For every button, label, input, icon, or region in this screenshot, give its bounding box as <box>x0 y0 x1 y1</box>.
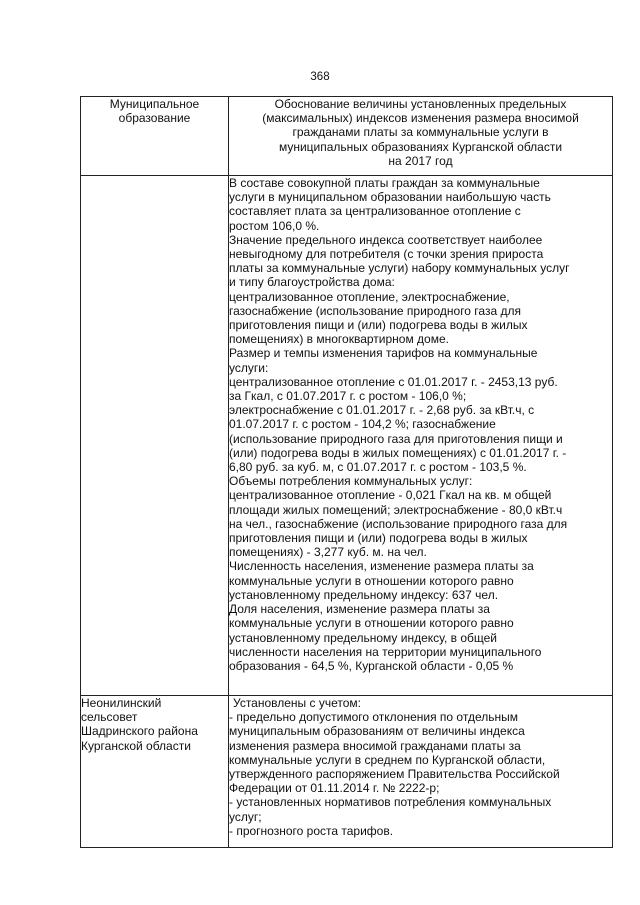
text-line: помещениях) - 3,277 куб. м. на чел. <box>229 545 427 560</box>
text-line: коммунальные услуги в среднем по Курганской области, <box>229 752 546 767</box>
text-line: установленному предельному индексу: 637 чел. <box>229 587 499 602</box>
text-line: на чел., газоснабжение (использование природного газа для <box>229 516 568 531</box>
text-line: Численность населения, изменение размера платы за <box>229 559 534 574</box>
text-line: - установленных нормативов потребления коммунальных <box>229 795 552 810</box>
text-line: В составе совокупной платы граждан за коммунальные <box>229 176 540 190</box>
table-row <box>81 176 613 696</box>
table-header-row <box>81 97 613 176</box>
text-line: Объемы потребления коммунальных услуг: <box>229 474 473 489</box>
text-line: коммунальные услуги в отношении которого равно <box>229 616 514 631</box>
municipality-line: Курганской области <box>81 738 191 753</box>
text-line: муниципальным образованиям от величины индекса <box>229 724 525 739</box>
text-line: услуги в муниципальном образовании наибольшую часть <box>229 190 551 205</box>
header-line: Муниципальное <box>109 97 200 111</box>
text-line: платы за коммунальные услуги) набору коммунальных услуг <box>229 261 570 276</box>
header-line: образование <box>118 111 191 126</box>
text-line: численности населения на территории муниципального <box>229 644 542 659</box>
row-justification-cell <box>229 696 613 848</box>
text-line: площади жилых помещений; электроснабжение - 80,0 кВт.ч <box>229 502 563 517</box>
text-line: изменения размера вносимой гражданами платы за <box>229 738 521 753</box>
text-line: утвержденного распоряжением Правительства Российской <box>229 767 560 782</box>
text-line: (использование природного газа для приготовления пищи и <box>229 431 563 446</box>
text-line: централизованное отопление - 0,021 Гкал на кв. м общей <box>229 488 552 503</box>
row-municipality-cell <box>81 696 229 848</box>
text-line: услуг; <box>229 809 262 824</box>
text-line: Доля населения, изменение размера платы за <box>229 602 490 617</box>
text-line: централизованное отопление с 01.01.2017 г. - 2453,13 руб. <box>229 374 558 389</box>
text-line: образования - 64,5 %, Курганской области - 0,05 % <box>229 658 514 673</box>
text-line: приготовления пищи и (или) подогрева воды в жилых <box>229 531 528 546</box>
text-line: и типу благоустройства дома: <box>229 275 395 290</box>
text-line: установленному предельному индексу, в общей <box>229 630 497 645</box>
header-line: на 2017 год <box>388 153 453 168</box>
text-line: ростом 106,0 %. <box>229 218 320 233</box>
text-line: составляет плата за централизованное отопление с <box>229 204 521 219</box>
municipality-line: сельсовет <box>81 710 138 725</box>
municipality-line: Шадринского района <box>81 724 198 739</box>
header-line: Обоснование величины установленных предельных <box>274 97 567 111</box>
text-line: 01.07.2017 г. с ростом - 104,2 %; газоснабжение <box>229 417 496 432</box>
text-line: газоснабжение (использование природного газа для <box>229 303 521 318</box>
page-number: 368 <box>310 71 330 83</box>
municipality-line: Неонилинский <box>81 696 162 710</box>
table-row <box>81 696 613 848</box>
text-line: Федерации от 01.11.2014 г. № 2222-р; <box>229 781 440 796</box>
text-line: помещениях) в многоквартирном доме. <box>229 332 449 347</box>
text-line: услуги: <box>229 360 269 375</box>
justification-table <box>80 96 613 848</box>
header-justification <box>229 97 613 176</box>
text-line: - предельно допустимого отклонения по отдельным <box>229 710 518 725</box>
text-line: электроснабжение с 01.01.2017 г. - 2,68 руб. за кВт.ч, с <box>229 403 535 418</box>
text-line: Установлены с учетом: <box>233 696 361 710</box>
text-line: коммунальные услуги в отношении которого равно <box>229 573 514 588</box>
text-line: централизованное отопление, электроснабжение, <box>229 289 510 304</box>
text-line: Размер и темпы изменения тарифов на коммунальные <box>229 346 538 361</box>
text-line: за Гкал, с 01.07.2017 г. с ростом - 106,0 %; <box>229 389 467 404</box>
text-line: - прогнозного роста тарифов. <box>229 823 394 838</box>
header-line: гражданами платы за коммунальные услуги в <box>292 125 549 140</box>
header-line: муниципальных образованиях Курганской области <box>278 139 563 154</box>
header-municipality <box>81 97 229 176</box>
text-line: невыгодному для потребителя (с точки зрения прироста <box>229 247 544 262</box>
text-line: (или) подогрева воды в жилых помещениях) с 01.01.2017 г. - <box>229 445 567 460</box>
text-line: приготовления пищи и (или) подогрева воды в жилых <box>229 318 528 333</box>
row-municipality-cell <box>81 176 229 696</box>
text-line: 6,80 руб. за куб. м, с 01.07.2017 г. с ростом - 103,5 %. <box>229 460 527 475</box>
text-line: Значение предельного индекса соответствует наиболее <box>229 232 543 247</box>
row-justification-cell <box>229 176 613 696</box>
header-line: (максимальных) индексов изменения размера вносимой <box>262 111 579 126</box>
